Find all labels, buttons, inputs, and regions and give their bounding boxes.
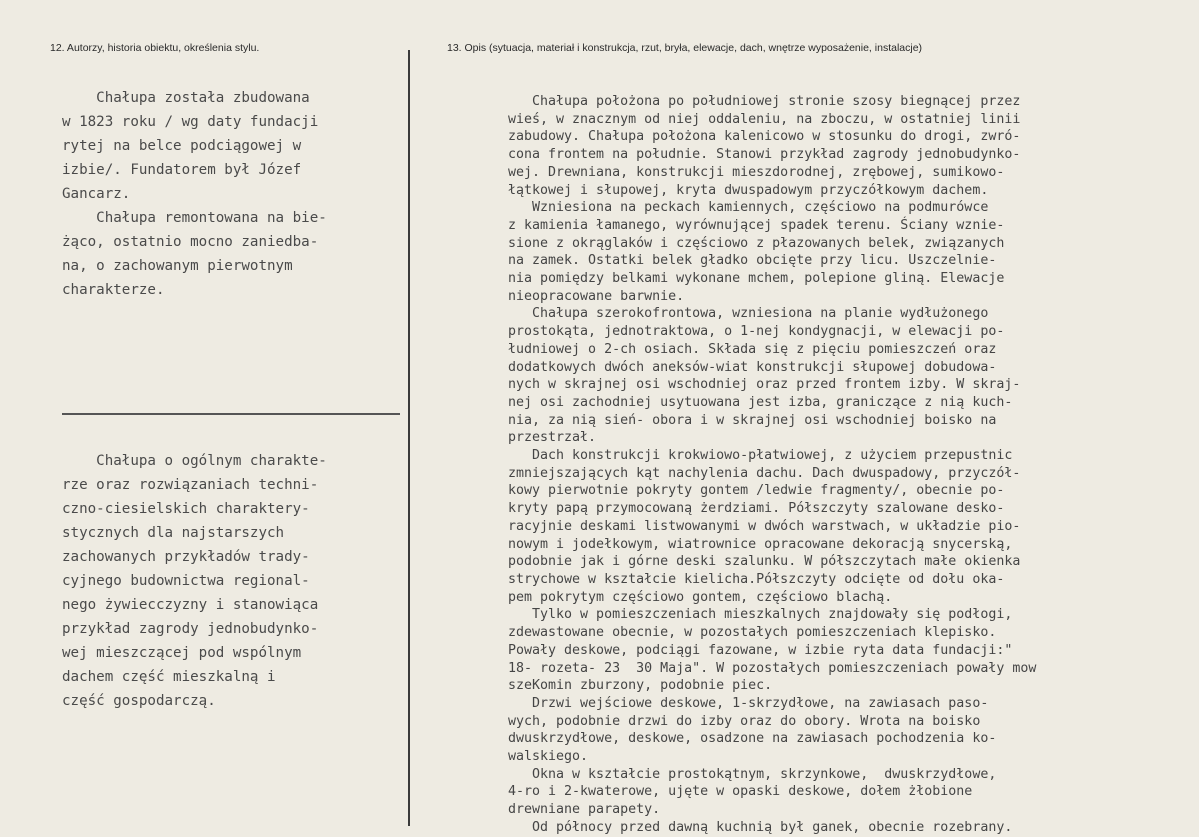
- left-column-rule: [62, 413, 400, 415]
- text-line: Gancarz.: [62, 186, 131, 202]
- text-line: Chałupa położona po południowej stronie szosy biegnącej przez: [508, 94, 1021, 109]
- text-line: część gospodarczą.: [62, 693, 216, 709]
- text-line: prostokąta, jednotraktowa, o 1-nej kondygnacji, w elewacji po-: [508, 324, 1005, 340]
- text-line: nia, za nią sień- obora i w skrajnej osi wschodniej boisko na: [508, 412, 997, 428]
- text-line: Wzniesiona na peckach kamiennych, częściowo na podmurówce: [508, 200, 989, 216]
- text-line: dwuskrzydłowe, deskowe, osadzone na zawiasach pochodzenia ko-: [508, 731, 997, 747]
- text-line: sione z okrąglaków i częściowo z płazowanych belek, związanych: [508, 235, 1005, 251]
- text-line: Od północy przed dawną kuchnią był ganek, obecnie rozebrany.: [508, 819, 1013, 835]
- text-line: z kamienia łamanego, wyrównującej spadek terenu. Ściany wznie-: [508, 217, 1005, 233]
- text-line: cyjnego budownictwa regional-: [62, 573, 310, 589]
- text-line: zmniejszających kąt nachylenia dachu. Dach dwuspadowy, przyczół-: [508, 465, 1021, 481]
- description-text: [508, 93, 1188, 837]
- text-line: Chałupa remontowana na bie-: [62, 210, 327, 226]
- text-line: przykład zagrody jednobudynko-: [62, 621, 319, 637]
- text-line: nego żywiecczyzny i stanowiąca: [62, 597, 319, 613]
- text-line: wej. Drewniana, konstrukcji mieszdorodnej, zrębowej, sumikowo-: [508, 164, 1005, 180]
- text-line: racyjnie deskami listwowanymi w dwóch warstwach, w układzie pio-: [508, 518, 1021, 534]
- text-line: Dach konstrukcji krokwiowo-płatwiowej, z użyciem przepustnic: [508, 448, 1013, 464]
- section-13-header: 13. Opis (sytuacja, materiał i konstrukcja, rzut, bryła, elewacje, dach, wnętrze wyposażenie, instalacje): [447, 42, 923, 54]
- text-line: drewniane parapety.: [508, 802, 661, 818]
- text-line: zabudowy. Chałupa położona kalenicowo w stosunku do drogi, zwró-: [508, 129, 1021, 145]
- text-line: wych, podobnie drzwi do izby oraz do obory. Wrota na boisko: [508, 713, 981, 729]
- text-line: nych w skrajnej osi wschodniej oraz przed frontem izby. W skraj-: [508, 377, 1021, 393]
- text-line: nej osi zachodniej usytuowana jest izba, graniczące z nią kuch-: [508, 394, 1013, 410]
- text-line: kryty papą przymocowaną żerdziami. Półszczyty szalowane desko-: [508, 501, 1005, 517]
- history-text: [62, 86, 392, 302]
- text-line: stycznych dla najstarszych: [62, 525, 285, 541]
- text-line: szeKomin zburzony, podobnie piec.: [508, 678, 773, 694]
- text-line: Tylko w pomieszczeniach mieszkalnych znajdowały się podłogi,: [508, 607, 1013, 623]
- text-line: Drzwi wejściowe deskowe, 1-skrzydłowe, na zawiasach paso-: [508, 695, 989, 711]
- text-line: dachem część mieszkalną i: [62, 669, 276, 685]
- text-line: rytej na belce podciągowej w: [62, 138, 302, 154]
- text-line: wej mieszczącej pod wspólnym: [62, 645, 302, 661]
- text-line: nieopracowane barwnie.: [508, 288, 685, 304]
- text-line: zachowanych przykładów trady-: [62, 549, 310, 565]
- text-line: Chałupa szerokofrontowa, wzniesiona na planie wydłużonego: [508, 306, 989, 322]
- text-line: Chałupa została zbudowana: [62, 90, 310, 106]
- text-line: Powały deskowe, podciągi fazowane, w izbie ryta data fundacji:": [508, 642, 1013, 658]
- text-line: Okna w kształcie prostokątnym, skrzynkowe, dwuskrzydłowe,: [508, 766, 997, 782]
- text-line: 18- rozeta- 23 30 Maja". W pozostałych pomieszczeniach powały mow: [508, 660, 1037, 676]
- text-line: wieś, w znacznym od niej oddaleniu, na zboczu, w ostatniej linii: [508, 111, 1021, 127]
- text-line: czno-ciesielskich charaktery-: [62, 501, 310, 517]
- text-line: dodatkowych dwóch aneksów-wiat konstrukcji słupowej dobudowa-: [508, 359, 997, 375]
- style-text: [62, 449, 392, 713]
- text-line: Chałupa o ogólnym charakte-: [62, 453, 327, 469]
- text-line: izbie/. Fundatorem był Józef: [62, 162, 302, 178]
- text-line: w 1823 roku / wg daty fundacji: [62, 114, 319, 130]
- text-line: zdewastowane obecnie, w pozostałych pomieszczeniach klepisko.: [508, 625, 997, 641]
- text-line: podobnie jak i górne deski szalunku. W półszczytach małe okienka: [508, 554, 1021, 570]
- text-line: walskiego.: [508, 749, 589, 765]
- column-divider: [408, 50, 410, 826]
- text-line: nia pomiędzy belkami wykonane mchem, polepione gliną. Elewacje: [508, 271, 1005, 287]
- text-line: przestrzał.: [508, 430, 597, 446]
- text-line: nowym i jodełkowym, wiatrownice opracowane dekoracją snycerską,: [508, 536, 1013, 552]
- text-line: strychowe w kształcie kielicha.Półszczyty odcięte od dołu oka-: [508, 571, 1005, 587]
- text-line: 4-ro i 2-kwaterowe, ujęte w opaski deskowe, dołem żłobione: [508, 784, 973, 800]
- section-12-header: 12. Autorzy, historia obiektu, określenia stylu.: [50, 42, 260, 54]
- text-line: pem pokrytym częściowo gontem, częściowo blachą.: [508, 589, 893, 605]
- text-line: na zamek. Ostatki belek gładko obcięte przy licu. Uszczelnie-: [508, 253, 997, 269]
- text-line: charakterze.: [62, 282, 165, 298]
- text-line: rze oraz rozwiązaniach techni-: [62, 477, 319, 493]
- text-line: żąco, ostatnio mocno zaniedba-: [62, 234, 319, 250]
- text-line: łątkowej i słupowej, kryta dwuspadowym przyczółkowym dachem.: [508, 182, 989, 198]
- text-line: łudniowej o 2-ch osiach. Składa się z pięciu pomieszczeń oraz: [508, 341, 997, 357]
- text-line: kowy pierwotnie pokryty gontem /ledwie fragmenty/, obecnie po-: [508, 483, 1005, 499]
- text-line: cona frontem na południe. Stanowi przykład zagrody jednobudynko-: [508, 147, 1021, 163]
- text-line: na, o zachowanym pierwotnym: [62, 258, 293, 274]
